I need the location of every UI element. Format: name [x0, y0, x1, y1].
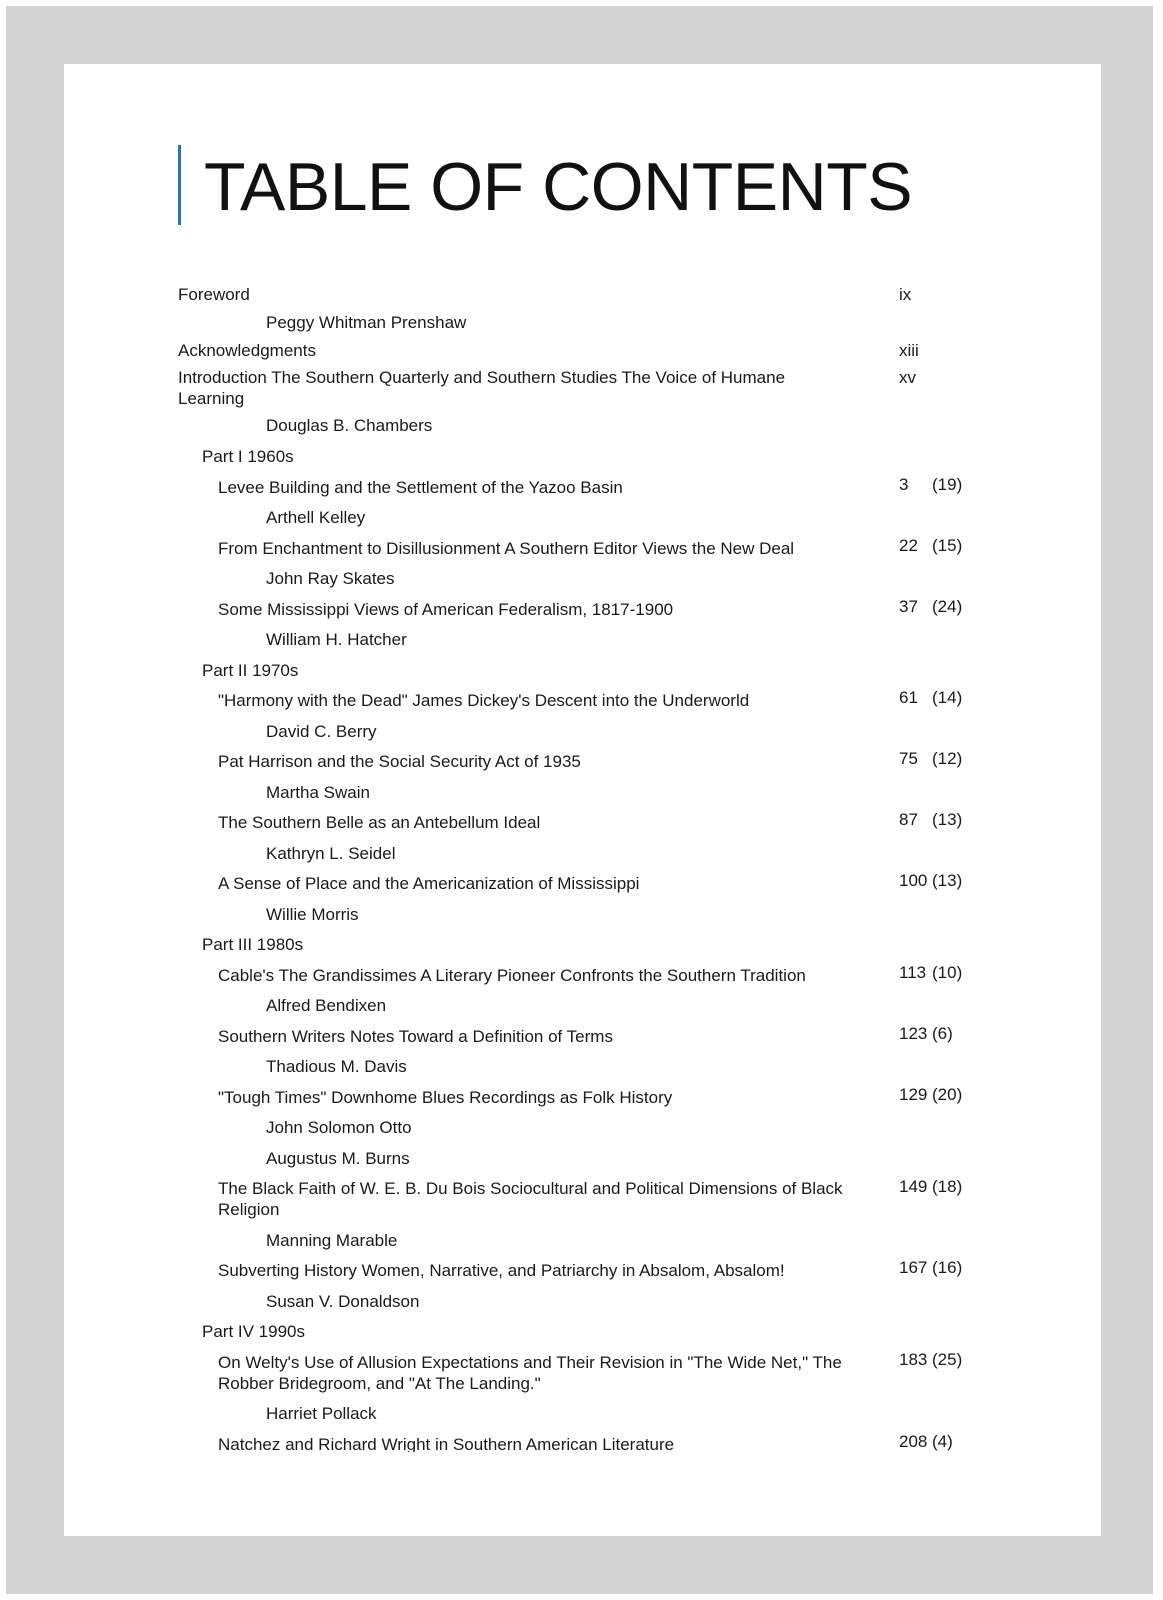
toc-page-count: (12): [932, 749, 963, 768]
toc-author: Harriet Pollack: [266, 1404, 377, 1423]
toc-author: Kathryn L. Seidel: [266, 844, 396, 863]
toc-page-number: 113: [899, 963, 927, 982]
toc-page-number: 37: [899, 597, 918, 616]
toc-entry-title[interactable]: Natchez and Richard Wright in Southern American Literature: [218, 1435, 675, 1452]
toc-entry-title[interactable]: Introduction The Southern Quarterly and Southern Studies The Voice of Humane Learning: [178, 368, 786, 408]
toc-entry-title[interactable]: Southern Writers Notes Toward a Definition of Terms: [218, 1027, 613, 1046]
toc-part-heading[interactable]: Part IV 1990s: [202, 1322, 306, 1341]
toc-page-count: (10): [932, 963, 963, 982]
toc-page-number: xiii: [899, 341, 919, 360]
toc-page-number: 61: [899, 688, 918, 707]
toc-entry-title[interactable]: Foreword: [178, 285, 250, 304]
toc-entry-title[interactable]: On Welty's Use of Allusion Expectations and Their Revision in "The Wide Net," The Robber Bridegroom, and "At The Landing.": [218, 1353, 842, 1393]
toc-page-number: 167: [899, 1258, 928, 1277]
toc-page-count: (25): [932, 1350, 963, 1369]
toc-page-count: (14): [932, 688, 963, 707]
toc-page-number: 3: [899, 475, 909, 494]
toc-entry-title[interactable]: The Southern Belle as an Antebellum Ideal: [218, 813, 541, 832]
toc-author: Augustus M. Burns: [266, 1149, 410, 1168]
toc-page-number: 100: [899, 871, 928, 890]
toc-author: Manning Marable: [266, 1231, 398, 1250]
toc-author: Douglas B. Chambers: [266, 416, 433, 435]
toc-page-number: 22: [899, 536, 918, 555]
toc-page-count: (20): [932, 1085, 963, 1104]
toc-page-count: (18): [932, 1177, 963, 1196]
toc-author: Arthell Kelley: [266, 508, 366, 527]
toc-entry-title[interactable]: "Harmony with the Dead" James Dickey's Descent into the Underworld: [218, 691, 750, 710]
toc-entry-title[interactable]: Some Mississippi Views of American Federalism, 1817-1900: [218, 600, 674, 619]
toc-author: John Ray Skates: [266, 569, 395, 588]
toc-author: Thadious M. Davis: [266, 1057, 407, 1076]
toc-author: William H. Hatcher: [266, 630, 407, 649]
toc-entry-title[interactable]: From Enchantment to Disillusionment A Southern Editor Views the New Deal: [218, 539, 795, 558]
toc-page-count: (16): [932, 1258, 963, 1277]
toc-page-number: xv: [899, 368, 916, 387]
toc-page-count: (13): [932, 810, 963, 829]
toc-page-number: 149: [899, 1177, 928, 1196]
toc-page-count: (13): [932, 871, 963, 890]
toc-page-number: 208: [899, 1432, 928, 1451]
toc-author: Susan V. Donaldson: [266, 1292, 420, 1311]
toc-page-number: 75: [899, 749, 918, 768]
toc-page-number: 183: [899, 1350, 928, 1369]
toc-part-heading[interactable]: Part II 1970s: [202, 661, 299, 680]
toc-part-heading[interactable]: Part I 1960s: [202, 447, 294, 466]
toc-entry-title[interactable]: Levee Building and the Settlement of the Yazoo Basin: [218, 478, 623, 497]
toc-page-count: (24): [932, 597, 963, 616]
toc-page-number: 129: [899, 1085, 928, 1104]
toc-entry-title[interactable]: The Black Faith of W. E. B. Du Bois Sociocultural and Political Dimensions of Black Religion: [218, 1179, 843, 1219]
toc-author: Peggy Whitman Prenshaw: [266, 313, 467, 332]
toc-page-number: ix: [899, 285, 912, 304]
toc-author: Alfred Bendixen: [266, 996, 387, 1015]
toc-author: David C. Berry: [266, 722, 377, 741]
toc-page-number: 87: [899, 810, 918, 829]
toc-page-number: 123: [899, 1024, 928, 1043]
toc-author: Willie Morris: [266, 905, 359, 924]
toc-entry-title[interactable]: Subverting History Women, Narrative, and Patriarchy in Absalom, Absalom!: [218, 1261, 785, 1280]
toc-author: John Solomon Otto: [266, 1118, 412, 1137]
toc-page-count: (19): [932, 475, 963, 494]
toc-entry-title[interactable]: Pat Harrison and the Social Security Act of 1935: [218, 752, 581, 771]
toc-entry-title[interactable]: "Tough Times" Downhome Blues Recordings as Folk History: [218, 1088, 673, 1107]
toc-part-heading[interactable]: Part III 1980s: [202, 935, 304, 954]
toc-page-count: (6): [932, 1024, 953, 1043]
toc-page-count: (4): [932, 1432, 953, 1451]
toc-author: Martha Swain: [266, 783, 370, 802]
page-title: TABLE OF CONTENTS: [204, 149, 913, 225]
toc-entry-title[interactable]: Cable's The Grandissimes A Literary Pioneer Confronts the Southern Tradition: [218, 966, 806, 985]
toc-entry-title[interactable]: A Sense of Place and the Americanization of Mississippi: [218, 874, 640, 893]
toc-entry-title[interactable]: Acknowledgments: [178, 341, 316, 360]
toc-page-count: (15): [932, 536, 963, 555]
